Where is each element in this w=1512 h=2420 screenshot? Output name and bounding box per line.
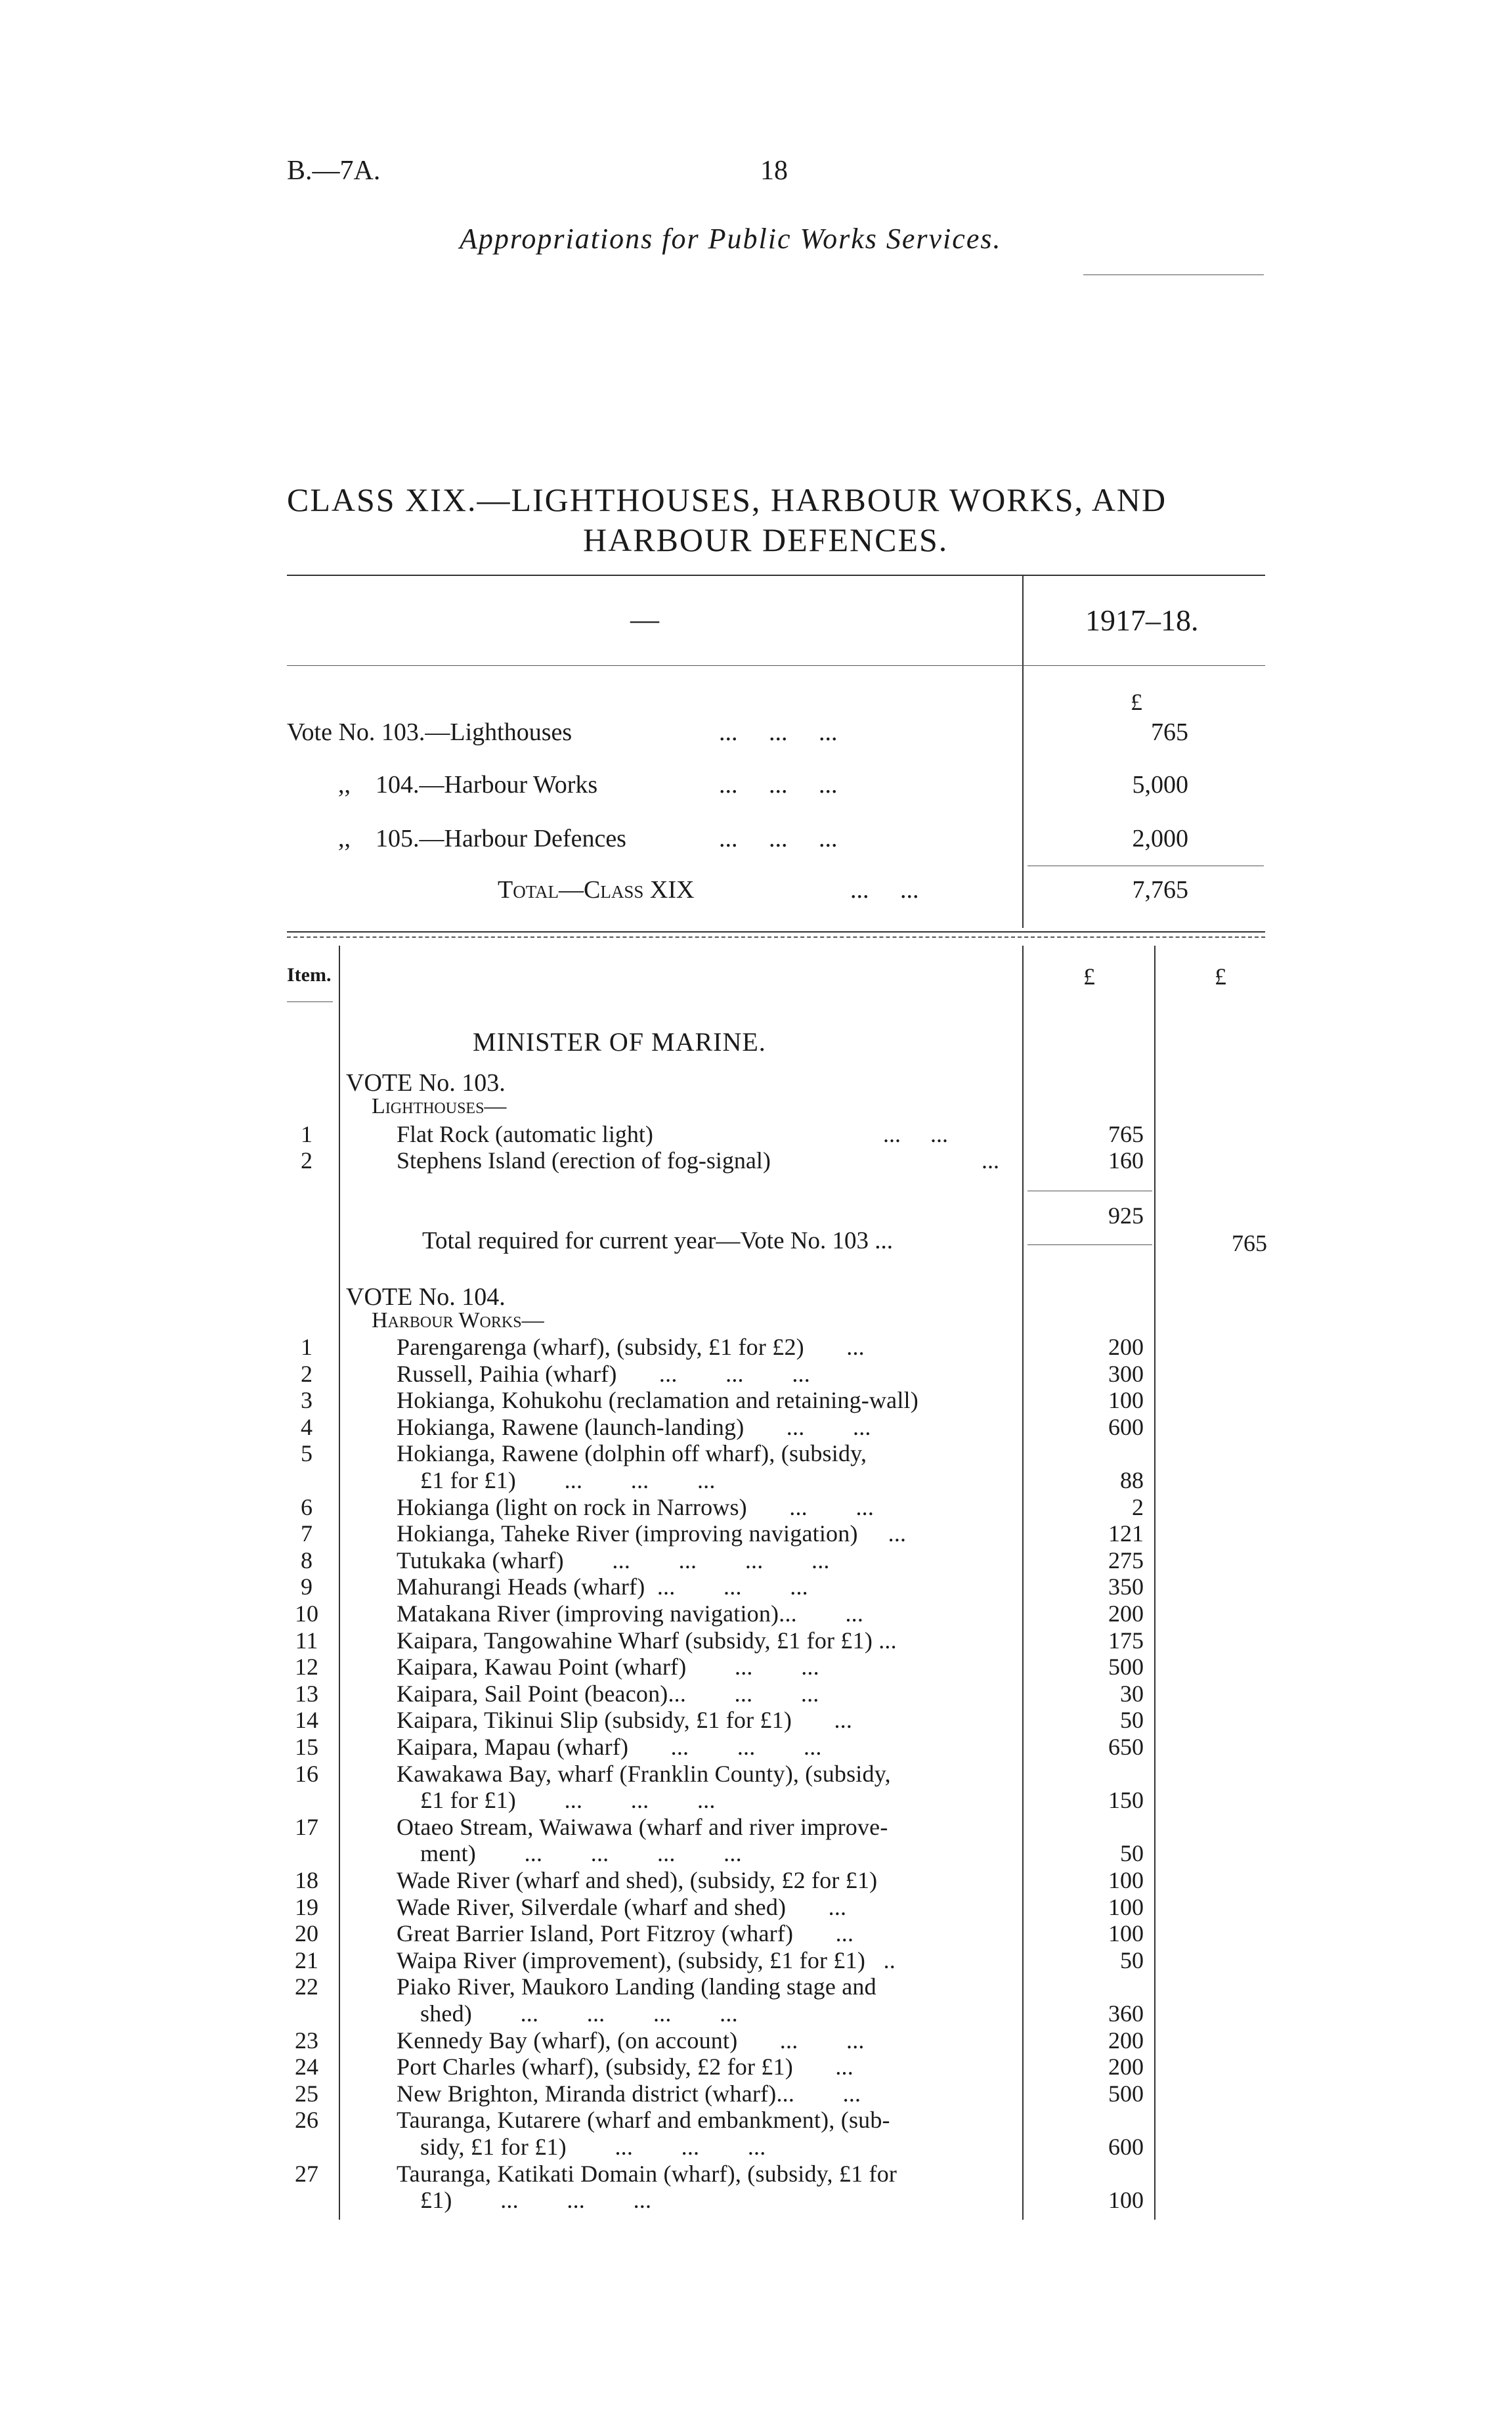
- item-description: £1 for £1) ... ... ...: [420, 1787, 716, 1814]
- item-number: 1: [301, 1121, 313, 1147]
- item-number: 1: [301, 1334, 313, 1360]
- item-column-header: Item.: [287, 964, 332, 986]
- vote104-subheading: Harbour Works—: [372, 1308, 544, 1332]
- summary-row-amount: 765: [1151, 718, 1188, 746]
- item-description: Port Charles (wharf), (subsidy, £2 for £1) ...: [397, 2054, 853, 2080]
- vote103-subtotal: 925: [1108, 1202, 1144, 1229]
- item-description: Kaipara, Tangowahine Wharf (subsidy, £1 for £1) ...: [397, 1627, 897, 1654]
- item-number: 2: [301, 1360, 313, 1387]
- minister-heading: MINISTER OF MARINE.: [473, 1027, 766, 1057]
- item-amount: 200: [1108, 2027, 1144, 2054]
- item-amount: 350: [1108, 1573, 1144, 1600]
- vote103-total-amount: 765: [1232, 1230, 1267, 1256]
- item-number: 9: [301, 1573, 313, 1600]
- vote103-subheading: Lighthouses—: [372, 1094, 507, 1118]
- item-amount: 50: [1120, 1707, 1144, 1734]
- item-description: Hokianga, Kohukohu (reclamation and retaining-wall): [397, 1387, 918, 1414]
- item-description: Flat Rock (automatic light): [397, 1121, 653, 1147]
- item-amount: 150: [1108, 1787, 1144, 1814]
- summary-total-amount: 7,765: [1132, 876, 1188, 904]
- item-number: 21: [295, 1947, 318, 1973]
- item-description: Hokianga, Taheke River (improving navigation) ...: [397, 1520, 907, 1547]
- page-number: 18: [760, 156, 788, 186]
- item-description: Hokianga, Rawene (dolphin off wharf), (subsidy,: [397, 1440, 867, 1467]
- item-description: shed) ... ... ... ...: [420, 2000, 738, 2027]
- item-amount: 200: [1108, 2054, 1144, 2080]
- item-amount: 765: [1108, 1121, 1144, 1147]
- summary-row-amount: 2,000: [1132, 825, 1188, 852]
- item-description: Tauranga, Kutarere (wharf and embankment), (sub-: [397, 2107, 890, 2134]
- summary-top-rule: [287, 575, 1265, 576]
- summary-row-dots: ... ... ...: [719, 825, 838, 852]
- item-description: New Brighton, Miranda district (wharf)... ...: [397, 2080, 861, 2107]
- amount1-left-rule: [1022, 946, 1024, 2220]
- summary-header-rule: [287, 665, 1265, 666]
- document-ref: B.—7A.: [287, 156, 381, 186]
- vote103-total-rule: [1027, 1244, 1152, 1245]
- item-number: 4: [301, 1413, 313, 1440]
- item-description: Kennedy Bay (wharf), (on account) ... ...: [397, 2027, 865, 2054]
- item-description: Hokianga, Rawene (launch-landing) ... ...: [397, 1413, 871, 1440]
- item-number: 2: [301, 1147, 313, 1174]
- item-description: Wade River, Silverdale (wharf and shed) ...: [397, 1893, 847, 1920]
- item-number: 27: [295, 2160, 318, 2187]
- item-description: Mahurangi Heads (wharf) ... ... ...: [397, 1573, 808, 1600]
- item-amount: 500: [1108, 2080, 1144, 2107]
- item-description: Wade River (wharf and shed), (subsidy, £2 for £1): [397, 1867, 878, 1893]
- item-description: Kaipara, Kawau Point (wharf) ... ...: [397, 1654, 819, 1681]
- summary-row-dots: ... ... ...: [719, 771, 838, 799]
- item-number: 7: [301, 1520, 313, 1547]
- summary-column-rule: [1022, 575, 1024, 928]
- item-amount: 30: [1120, 1680, 1144, 1707]
- item-number: 14: [295, 1707, 318, 1734]
- item-number: 6: [301, 1493, 313, 1520]
- summary-row-label: ,, 105.—Harbour Defences: [338, 825, 626, 852]
- vote103-total-label: Total required for current year—Vote No. 103 ...: [422, 1227, 893, 1254]
- item-amount: 600: [1108, 2134, 1144, 2160]
- item-description: sidy, £1 for £1) ... ... ...: [420, 2134, 766, 2160]
- item-dots: ...: [982, 1147, 999, 1174]
- item-number: 13: [295, 1680, 318, 1707]
- item-number: 8: [301, 1547, 313, 1573]
- summary-year-header: 1917–18.: [1085, 604, 1199, 637]
- item-description: Otaeo Stream, Waiwawa (wharf and river improve-: [397, 1813, 888, 1840]
- item-amount: 600: [1108, 1413, 1144, 1440]
- item-amount: 100: [1108, 1387, 1144, 1414]
- item-number: 10: [295, 1600, 318, 1627]
- item-description: Piako River, Maukoro Landing (landing stage and: [397, 1973, 876, 2000]
- amount2-currency: £: [1215, 963, 1226, 990]
- item-description: Kaipara, Tikinui Slip (subsidy, £1 for £1) ...: [397, 1707, 853, 1734]
- item-description: Waipa River (improvement), (subsidy, £1 for £1) ..: [397, 1947, 896, 1973]
- item-description: Tauranga, Katikati Domain (wharf), (subsidy, £1 for: [397, 2160, 897, 2187]
- item-description: Kawakawa Bay, wharf (Franklin County), (subsidy,: [397, 1760, 891, 1787]
- item-description: Tutukaka (wharf) ... ... ... ...: [397, 1547, 830, 1573]
- summary-currency: £: [1131, 689, 1142, 715]
- summary-total-dots: ... ...: [850, 876, 919, 904]
- item-amount: 650: [1108, 1734, 1144, 1760]
- summary-bottom-rule-2: [287, 936, 1265, 938]
- item-amount: 100: [1108, 1893, 1144, 1920]
- item-number: 19: [295, 1893, 318, 1920]
- item-number: 11: [295, 1627, 318, 1654]
- item-description: Great Barrier Island, Port Fitzroy (wharf) ...: [397, 1920, 854, 1947]
- summary-bottom-rule: [287, 931, 1265, 933]
- item-header-rule: [287, 1001, 333, 1002]
- item-description: £1) ... ... ...: [420, 2187, 652, 2214]
- item-amount: 100: [1108, 2187, 1144, 2214]
- item-amount: 500: [1108, 1654, 1144, 1681]
- item-description: Kaipara, Sail Point (beacon)... ... ...: [397, 1680, 819, 1707]
- item-description: Hokianga (light on rock in Narrows) ... ...: [397, 1493, 875, 1520]
- item-number: 26: [295, 2107, 318, 2134]
- item-number: 16: [295, 1760, 318, 1787]
- vote104-heading: VOTE No. 104.: [346, 1283, 506, 1311]
- item-amount: 100: [1108, 1867, 1144, 1893]
- item-amount: 100: [1108, 1920, 1144, 1947]
- item-amount: 300: [1108, 1360, 1144, 1387]
- amount1-currency: £: [1083, 963, 1095, 990]
- item-description: ment) ... ... ... ...: [420, 1840, 742, 1867]
- item-amount: 160: [1108, 1147, 1144, 1174]
- item-description: Parengarenga (wharf), (subsidy, £1 for £2) ...: [397, 1334, 865, 1360]
- class-title-line2: HARBOUR DEFENCES.: [583, 521, 949, 558]
- item-amount: 50: [1120, 1947, 1144, 1973]
- summary-total-label: Total—Class XIX: [498, 876, 695, 904]
- item-amount: 50: [1120, 1840, 1144, 1867]
- item-amount: 2: [1132, 1493, 1144, 1520]
- item-amount: 121: [1108, 1520, 1144, 1547]
- item-amount: 200: [1108, 1600, 1144, 1627]
- item-number: 18: [295, 1867, 318, 1893]
- item-description: Matakana River (improving navigation)... ...: [397, 1600, 864, 1627]
- item-description: Stephens Island (erection of fog-signal): [397, 1147, 771, 1174]
- running-title: Appropriations for Public Works Services.: [460, 223, 1002, 255]
- item-number: 20: [295, 1920, 318, 1947]
- item-amount: 275: [1108, 1547, 1144, 1573]
- item-number: 23: [295, 2027, 318, 2054]
- item-number: 5: [301, 1440, 313, 1467]
- summary-row-dots: ... ... ...: [719, 718, 838, 746]
- amount1-right-rule: [1154, 946, 1156, 2220]
- item-number: 22: [295, 1973, 318, 2000]
- item-description: £1 for £1) ... ... ...: [420, 1467, 716, 1493]
- item-description: Kaipara, Mapau (wharf) ... ... ...: [397, 1734, 822, 1760]
- item-description: Russell, Paihia (wharf) ... ... ...: [397, 1360, 810, 1387]
- item-number: 12: [295, 1654, 318, 1681]
- item-number: 15: [295, 1734, 318, 1760]
- item-dots: ... ...: [883, 1121, 948, 1147]
- summary-row-amount: 5,000: [1132, 771, 1188, 799]
- item-amount: 88: [1120, 1467, 1144, 1493]
- summary-dash-header: —: [630, 604, 659, 636]
- vote103-heading: VOTE No. 103.: [346, 1069, 506, 1097]
- item-amount: 200: [1108, 1334, 1144, 1360]
- item-number: 17: [295, 1813, 318, 1840]
- item-number: 25: [295, 2080, 318, 2107]
- summary-row-label: Vote No. 103.—Lighthouses: [287, 718, 572, 746]
- item-column-rule: [339, 946, 340, 2220]
- item-amount: 175: [1108, 1627, 1144, 1654]
- item-number: 3: [301, 1387, 313, 1414]
- item-number: 24: [295, 2054, 318, 2080]
- summary-row-label: ,, 104.—Harbour Works: [338, 771, 598, 799]
- item-amount: 360: [1108, 2000, 1144, 2027]
- class-title-line1: CLASS XIX.—LIGHTHOUSES, HARBOUR WORKS, AND: [287, 481, 1167, 518]
